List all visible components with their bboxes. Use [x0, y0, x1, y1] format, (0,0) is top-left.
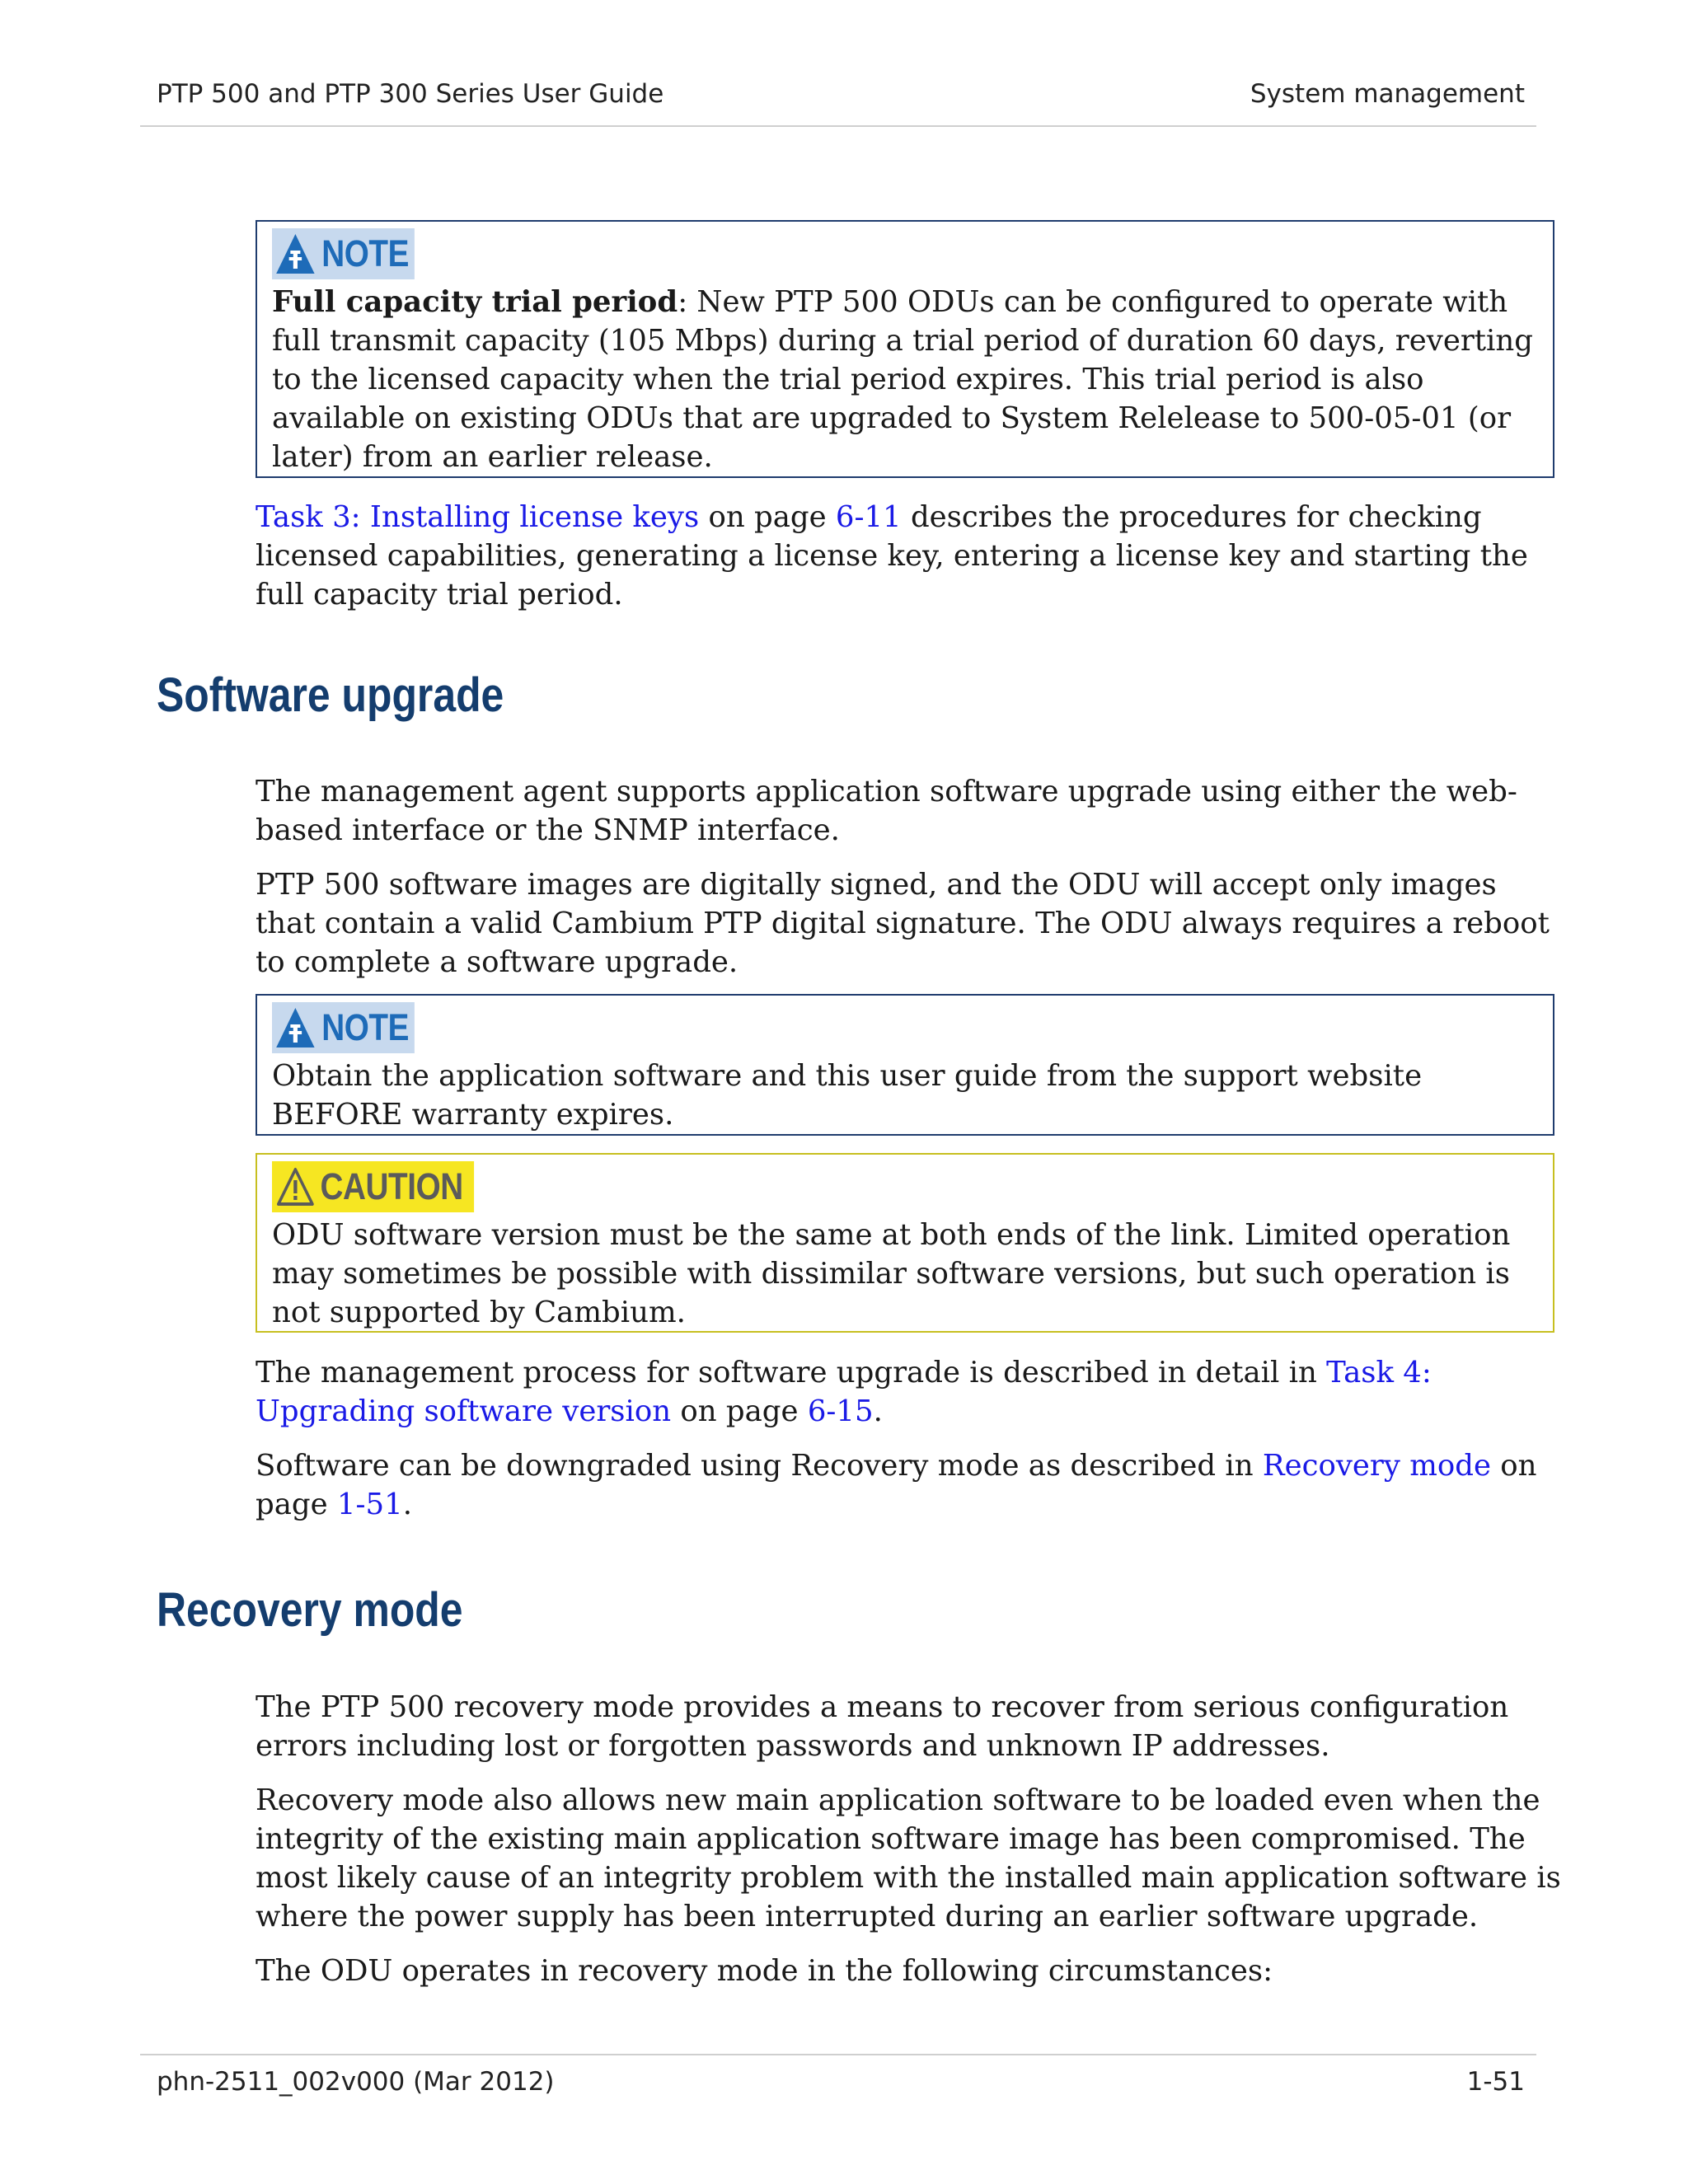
- warning-icon: [276, 1167, 314, 1207]
- link-recovery-mode[interactable]: Recovery mode: [1262, 1449, 1492, 1483]
- paragraph-recovery-intro: The PTP 500 recovery mode provides a means to recover from serious configuration errors including lost or forgotten passwords and unknown IP addresses.: [256, 1690, 1509, 1763]
- paragraph-recovery-loading: Recovery mode also allows new main application software to be loaded even when the integrity of the existing main application software image has been compromised. The most likely cause of an integrity problem with the installed main application software is where the power supply has been interrupted during an earlier software upgrade.: [256, 1783, 1561, 1933]
- heading-software-upgrade: Software upgrade: [157, 668, 504, 722]
- recovery-mode-body: [256, 1688, 1562, 1990]
- paragraph-management-process: The management process for software upgrade is described in detail in Task 4: Upgrading software version on page 6-15.: [256, 1356, 1432, 1428]
- paragraph-downgrade: Software can be downgraded using Recovery mode as described in Recovery mode on page 1-51.: [256, 1449, 1537, 1521]
- note-text: Full capacity trial period: New PTP 500 ODUs can be configured to operate with full transmit capacity (105 Mbps) during a trial period of duration 60 days, reverting to the licensed capacity when the trial period expires. This trial period is also available on existing ODUs that are upgraded to System Relelease to 500-05-01 (or later) from an earlier release.: [272, 285, 1534, 474]
- note-text: Obtain the application software and this user guide from the support website BEFORE warranty expires.: [272, 1059, 1423, 1132]
- note-badge: [272, 228, 415, 279]
- link-page-6-15[interactable]: 6-15: [807, 1394, 874, 1428]
- paragraph-signed-images: PTP 500 software images are digitally signed, and the ODU will accept only images that contain a valid Cambium PTP digital signature. The ODU always requires a reboot to complete a software upgrade.: [256, 868, 1550, 979]
- caution-badge-label: CAUTION: [320, 1165, 463, 1207]
- note-box-support-website: [256, 994, 1554, 1136]
- caution-text: ODU software version must be the same at both ends of the link. Limited operation may sometimes be possible with dissimilar software versions, but such operation is not supported by Cambium.: [272, 1218, 1511, 1329]
- note-icon: [274, 232, 316, 275]
- paragraph-upgrade-agent: The management agent supports application software upgrade using either the web-based interface or the SNMP interface.: [256, 775, 1517, 847]
- header-section-title: System management: [1250, 79, 1525, 109]
- paragraph-license-keys: Task 3: Installing license keys on page 6-11 describes the procedures for checking licensed capabilities, generating a license key, entering a license key and starting the full capacity trial period.: [256, 500, 1528, 612]
- header-divider: [140, 125, 1536, 127]
- caution-box-version-match: [256, 1153, 1554, 1333]
- note-icon: [274, 1006, 316, 1049]
- note-box-trial-period: [256, 220, 1554, 478]
- caution-badge: [272, 1161, 475, 1212]
- note-badge: [272, 1002, 415, 1053]
- link-task4-upgrading-software[interactable]: Task 4: Upgrading software version: [256, 1356, 1432, 1428]
- footer-doc-id: phn-2511_002v000 (Mar 2012): [157, 2067, 555, 2097]
- link-page-6-11[interactable]: 6-11: [835, 500, 902, 534]
- footer-divider: [140, 2054, 1536, 2055]
- note-bold-term: Full capacity trial period: [272, 285, 678, 319]
- link-page-1-51[interactable]: 1-51: [336, 1488, 403, 1521]
- footer-page-number: 1-51: [1466, 2067, 1525, 2097]
- software-upgrade-intro: [256, 772, 1562, 982]
- note-badge-label: NOTE: [321, 232, 409, 274]
- software-upgrade-outro: [256, 1353, 1562, 1524]
- header-doc-title: PTP 500 and PTP 300 Series User Guide: [157, 79, 664, 109]
- heading-recovery-mode: Recovery mode: [157, 1583, 463, 1637]
- link-task3-license-keys[interactable]: Task 3: Installing license keys: [256, 500, 700, 534]
- paragraph-recovery-circumstances: The ODU operates in recovery mode in the following circumstances:: [256, 1954, 1273, 1988]
- note-badge-label: NOTE: [321, 1006, 409, 1048]
